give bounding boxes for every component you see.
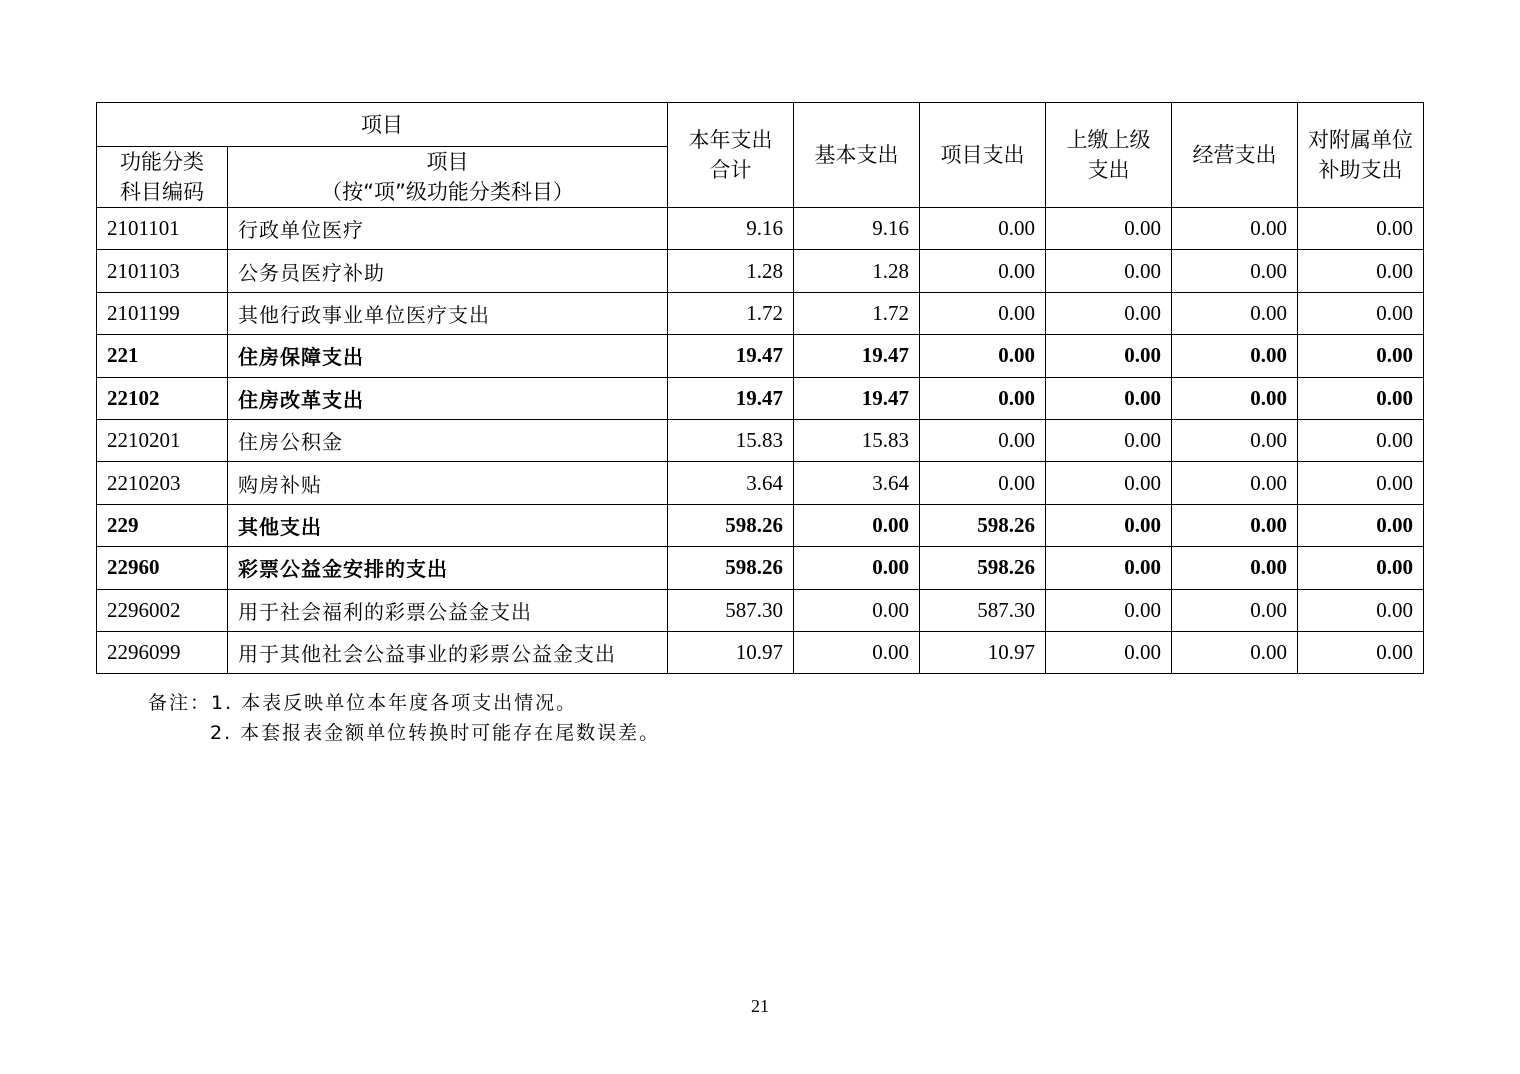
- cell-remit: 0.00: [1046, 377, 1172, 419]
- cell-operating: 0.00: [1172, 419, 1298, 461]
- cell-code: 2296099: [97, 631, 228, 673]
- cell-code: 22960: [97, 547, 228, 589]
- table-row: [97, 589, 1424, 631]
- header-item-group: 项目: [97, 103, 668, 147]
- cell-project: 0.00: [920, 377, 1046, 419]
- cell-basic: 0.00: [794, 504, 920, 546]
- cell-remit: 0.00: [1046, 589, 1172, 631]
- cell-subsidy: 0.00: [1298, 377, 1424, 419]
- cell-basic: 1.72: [794, 292, 920, 334]
- cell-remit: 0.00: [1046, 504, 1172, 546]
- header-basic: 基本支出: [794, 103, 920, 208]
- table-row: [97, 419, 1424, 461]
- cell-total: 10.97: [668, 631, 794, 673]
- table-row: [97, 250, 1424, 292]
- header-subsidy: [1298, 103, 1424, 208]
- header-remit: [1046, 103, 1172, 208]
- cell-code: 2210203: [97, 462, 228, 504]
- table-row: [97, 631, 1424, 673]
- cell-code: 221: [97, 335, 228, 377]
- cell-name: 行政单位医疗: [228, 208, 668, 250]
- cell-total: 598.26: [668, 547, 794, 589]
- cell-operating: 0.00: [1172, 377, 1298, 419]
- cell-basic: 3.64: [794, 462, 920, 504]
- cell-total: 9.16: [668, 208, 794, 250]
- cell-project: 0.00: [920, 292, 1046, 334]
- cell-total: 19.47: [668, 377, 794, 419]
- cell-name: 其他行政事业单位医疗支出: [228, 292, 668, 334]
- cell-name: 住房改革支出: [228, 377, 668, 419]
- cell-name: 其他支出: [228, 504, 668, 546]
- cell-subsidy: 0.00: [1298, 589, 1424, 631]
- cell-code: 2101199: [97, 292, 228, 334]
- cell-remit: 0.00: [1046, 419, 1172, 461]
- cell-subsidy: 0.00: [1298, 419, 1424, 461]
- cell-code: 2296002: [97, 589, 228, 631]
- cell-code: 22102: [97, 377, 228, 419]
- cell-remit: 0.00: [1046, 631, 1172, 673]
- expenditure-table-container: [96, 102, 1423, 674]
- cell-remit: 0.00: [1046, 208, 1172, 250]
- cell-subsidy: 0.00: [1298, 462, 1424, 504]
- cell-project: 0.00: [920, 419, 1046, 461]
- note-line-2: 2. 本套报表金额单位转换时可能存在尾数误差。: [210, 722, 661, 744]
- cell-name: 公务员医疗补助: [228, 250, 668, 292]
- header-total-line1: 本年支出: [688, 128, 773, 152]
- table-row: [97, 335, 1424, 377]
- cell-remit: 0.00: [1046, 250, 1172, 292]
- cell-operating: 0.00: [1172, 208, 1298, 250]
- table-row: [97, 208, 1424, 250]
- cell-name: 彩票公益金安排的支出: [228, 547, 668, 589]
- header-subsidy-line2: 补助支出: [1318, 158, 1403, 182]
- cell-operating: 0.00: [1172, 335, 1298, 377]
- cell-total: 19.47: [668, 335, 794, 377]
- header-remit-line1: 上缴上级: [1066, 128, 1151, 152]
- cell-basic: 0.00: [794, 631, 920, 673]
- cell-name: 住房保障支出: [228, 335, 668, 377]
- cell-basic: 0.00: [794, 589, 920, 631]
- cell-total: 587.30: [668, 589, 794, 631]
- cell-basic: 9.16: [794, 208, 920, 250]
- table-row: [97, 462, 1424, 504]
- header-project: 项目支出: [920, 103, 1046, 208]
- table-row: [97, 504, 1424, 546]
- table-row: [97, 377, 1424, 419]
- cell-name: 用于社会福利的彩票公益金支出: [228, 589, 668, 631]
- cell-name: 用于其他社会公益事业的彩票公益金支出: [228, 631, 668, 673]
- cell-basic: 1.28: [794, 250, 920, 292]
- cell-total: 15.83: [668, 419, 794, 461]
- cell-basic: 15.83: [794, 419, 920, 461]
- cell-project: 0.00: [920, 250, 1046, 292]
- cell-operating: 0.00: [1172, 462, 1298, 504]
- note-prefix: 备注：: [148, 692, 212, 714]
- cell-name: 住房公积金: [228, 419, 668, 461]
- expenditure-table: [96, 102, 1424, 674]
- cell-project: 587.30: [920, 589, 1046, 631]
- table-row: [97, 547, 1424, 589]
- header-name: [228, 147, 668, 208]
- cell-project: 10.97: [920, 631, 1046, 673]
- cell-operating: 0.00: [1172, 631, 1298, 673]
- cell-project: 0.00: [920, 208, 1046, 250]
- cell-subsidy: 0.00: [1298, 208, 1424, 250]
- cell-operating: 0.00: [1172, 504, 1298, 546]
- cell-total: 598.26: [668, 504, 794, 546]
- header-total: [668, 103, 794, 208]
- header-operating: 经营支出: [1172, 103, 1298, 208]
- cell-operating: 0.00: [1172, 292, 1298, 334]
- note-text-1: 1. 本表反映单位本年度各项支出情况。: [211, 692, 578, 714]
- cell-code: 2101103: [97, 250, 228, 292]
- cell-operating: 0.00: [1172, 589, 1298, 631]
- cell-project: 598.26: [920, 547, 1046, 589]
- cell-subsidy: 0.00: [1298, 292, 1424, 334]
- header-code-line2: 科目编码: [120, 180, 204, 204]
- header-remit-line2: 支出: [1087, 158, 1130, 182]
- table-row: [97, 292, 1424, 334]
- note-line-1: [148, 688, 660, 718]
- notes: [148, 688, 660, 748]
- cell-total: 1.28: [668, 250, 794, 292]
- cell-subsidy: 0.00: [1298, 250, 1424, 292]
- table-body: [97, 208, 1424, 674]
- cell-subsidy: 0.00: [1298, 631, 1424, 673]
- cell-code: 229: [97, 504, 228, 546]
- cell-project: 598.26: [920, 504, 1046, 546]
- cell-basic: 19.47: [794, 335, 920, 377]
- cell-total: 3.64: [668, 462, 794, 504]
- cell-basic: 19.47: [794, 377, 920, 419]
- cell-remit: 0.00: [1046, 462, 1172, 504]
- header-total-line2: 合计: [709, 158, 752, 182]
- cell-code: 2210201: [97, 419, 228, 461]
- cell-basic: 0.00: [794, 547, 920, 589]
- cell-name: 购房补贴: [228, 462, 668, 504]
- cell-operating: 0.00: [1172, 547, 1298, 589]
- cell-subsidy: 0.00: [1298, 504, 1424, 546]
- cell-remit: 0.00: [1046, 335, 1172, 377]
- cell-remit: 0.00: [1046, 547, 1172, 589]
- cell-subsidy: 0.00: [1298, 547, 1424, 589]
- header-subsidy-line1: 对附属单位: [1308, 128, 1413, 152]
- header-code: [97, 147, 228, 208]
- cell-project: 0.00: [920, 335, 1046, 377]
- page-number: 21: [751, 996, 769, 1016]
- header-name-line1: 项目: [426, 150, 469, 174]
- header-code-line1: 功能分类: [120, 150, 204, 174]
- cell-remit: 0.00: [1046, 292, 1172, 334]
- cell-project: 0.00: [920, 462, 1046, 504]
- cell-operating: 0.00: [1172, 250, 1298, 292]
- cell-code: 2101101: [97, 208, 228, 250]
- cell-total: 1.72: [668, 292, 794, 334]
- header-name-line2: （按“项”级功能分类科目）: [321, 180, 574, 204]
- cell-subsidy: 0.00: [1298, 335, 1424, 377]
